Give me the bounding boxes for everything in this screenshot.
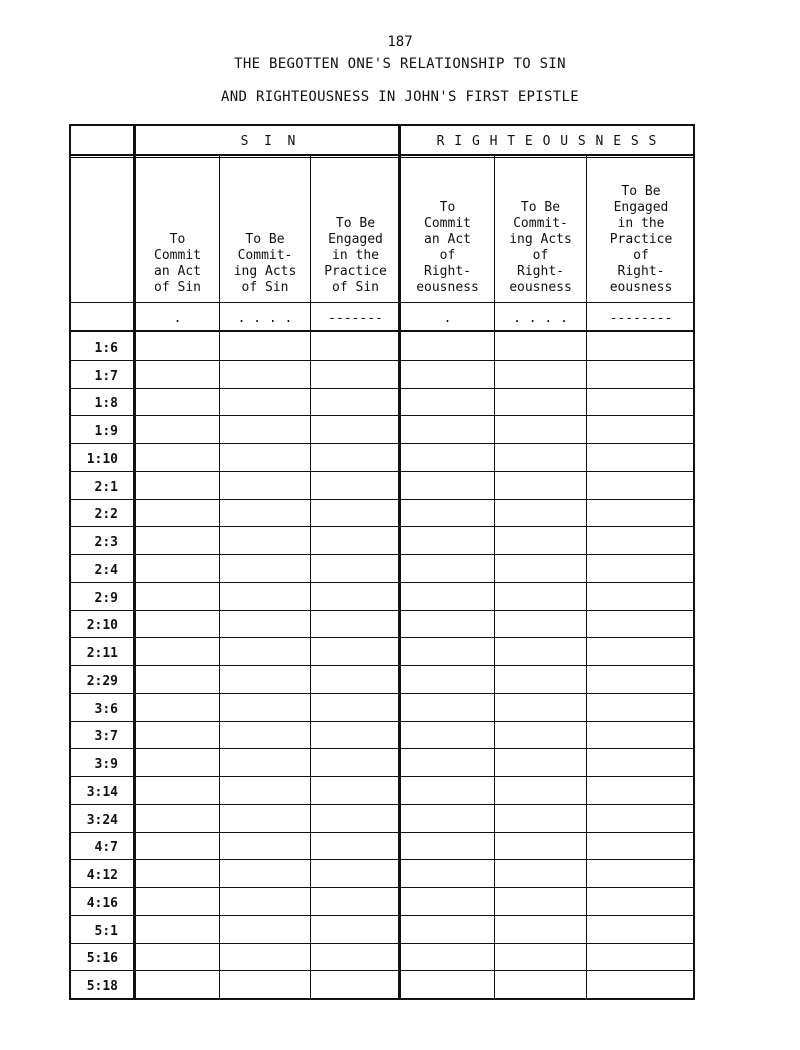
row-label: 2:4 <box>94 563 118 578</box>
column-header-bottom-rule <box>69 302 695 303</box>
row-label: 2:9 <box>94 591 118 606</box>
title-line-1: THE BEGOTTEN ONE'S RELATIONSHIP TO SIN <box>234 56 566 72</box>
row-rule <box>69 443 695 444</box>
row-rule <box>69 360 695 361</box>
row-label: 4:12 <box>86 868 118 883</box>
row-rule <box>69 388 695 389</box>
title-line-2: AND RIGHTEOUSNESS IN JOHN'S FIRST EPISTLE <box>221 89 579 105</box>
marker-practice-righteousness: -------- <box>609 311 673 326</box>
row-rule <box>69 887 695 888</box>
row-rule <box>69 610 695 611</box>
row-rule <box>69 832 695 833</box>
column-header-committing-acts-sin: To Be Commit- ing Acts of Sin <box>233 232 297 295</box>
row-rule <box>69 665 695 666</box>
row-rule <box>69 471 695 472</box>
row-label: 4:16 <box>86 896 118 911</box>
row-label: 2:11 <box>86 646 118 661</box>
row-label: 3:9 <box>94 757 118 772</box>
row-rule <box>69 554 695 555</box>
marker-practice-sin: ------- <box>328 311 383 326</box>
column-rule-4 <box>586 155 587 1000</box>
row-label: 4:7 <box>94 840 118 855</box>
row-rule <box>69 943 695 944</box>
row-label: 3:7 <box>94 729 118 744</box>
column-rule-1 <box>219 155 220 1000</box>
marker-committing-acts-righteousness: . . . . <box>513 311 568 326</box>
row-label: 2:2 <box>94 507 118 522</box>
row-label: 2:1 <box>94 480 118 495</box>
column-header-commit-act-sin: To Commit an Act of Sin <box>154 232 201 295</box>
row-label: 3:14 <box>86 785 118 800</box>
label-column-rule <box>133 124 136 1000</box>
row-label: 5:1 <box>94 924 118 939</box>
row-rule <box>69 804 695 805</box>
row-rule <box>69 748 695 749</box>
row-rule <box>69 693 695 694</box>
row-label: 5:18 <box>86 979 118 994</box>
row-rule <box>69 721 695 722</box>
row-rule <box>69 582 695 583</box>
marker-commit-act-sin: . <box>173 311 182 326</box>
row-rule <box>69 970 695 971</box>
column-rule-3 <box>494 155 495 1000</box>
column-header-committing-acts-righteousness: To Be Commit- ing Acts of Right- eousness <box>509 200 572 295</box>
column-header-commit-act-righteousness: To Commit an Act of Right- eousness <box>416 200 479 295</box>
row-rule <box>69 776 695 777</box>
row-label: 3:24 <box>86 813 118 828</box>
row-rule <box>69 415 695 416</box>
marker-commit-act-righteousness: . <box>443 311 452 326</box>
row-label: 1:8 <box>94 396 118 411</box>
page-number: 187 <box>387 34 413 50</box>
column-rule-2 <box>310 155 311 1000</box>
row-label: 1:9 <box>94 424 118 439</box>
row-label: 1:7 <box>94 369 118 384</box>
column-header-practice-sin: To Be Engaged in the Practice of Sin <box>324 216 387 295</box>
group-label-righteousness: R I G H T E O U S N E S S <box>436 134 658 149</box>
row-label: 1:6 <box>94 341 118 356</box>
column-header-practice-righteousness: To Be Engaged in the Practice of Right- eousness <box>609 184 673 295</box>
row-label: 2:29 <box>86 674 118 689</box>
row-rule <box>69 859 695 860</box>
row-label: 2:3 <box>94 535 118 550</box>
marker-row-bottom-rule <box>69 330 695 332</box>
group-header-double-rule <box>69 157 695 158</box>
row-label: 1:10 <box>86 452 118 467</box>
row-rule <box>69 499 695 500</box>
group-header-bottom-rule <box>69 154 695 156</box>
row-label: 5:16 <box>86 951 118 966</box>
marker-committing-acts-sin: . . . . <box>237 311 293 326</box>
row-rule <box>69 915 695 916</box>
row-label: 2:10 <box>86 618 118 633</box>
group-label-sin: S I N <box>240 134 296 149</box>
row-rule <box>69 637 695 638</box>
row-rule <box>69 526 695 527</box>
row-label: 3:6 <box>94 702 118 717</box>
